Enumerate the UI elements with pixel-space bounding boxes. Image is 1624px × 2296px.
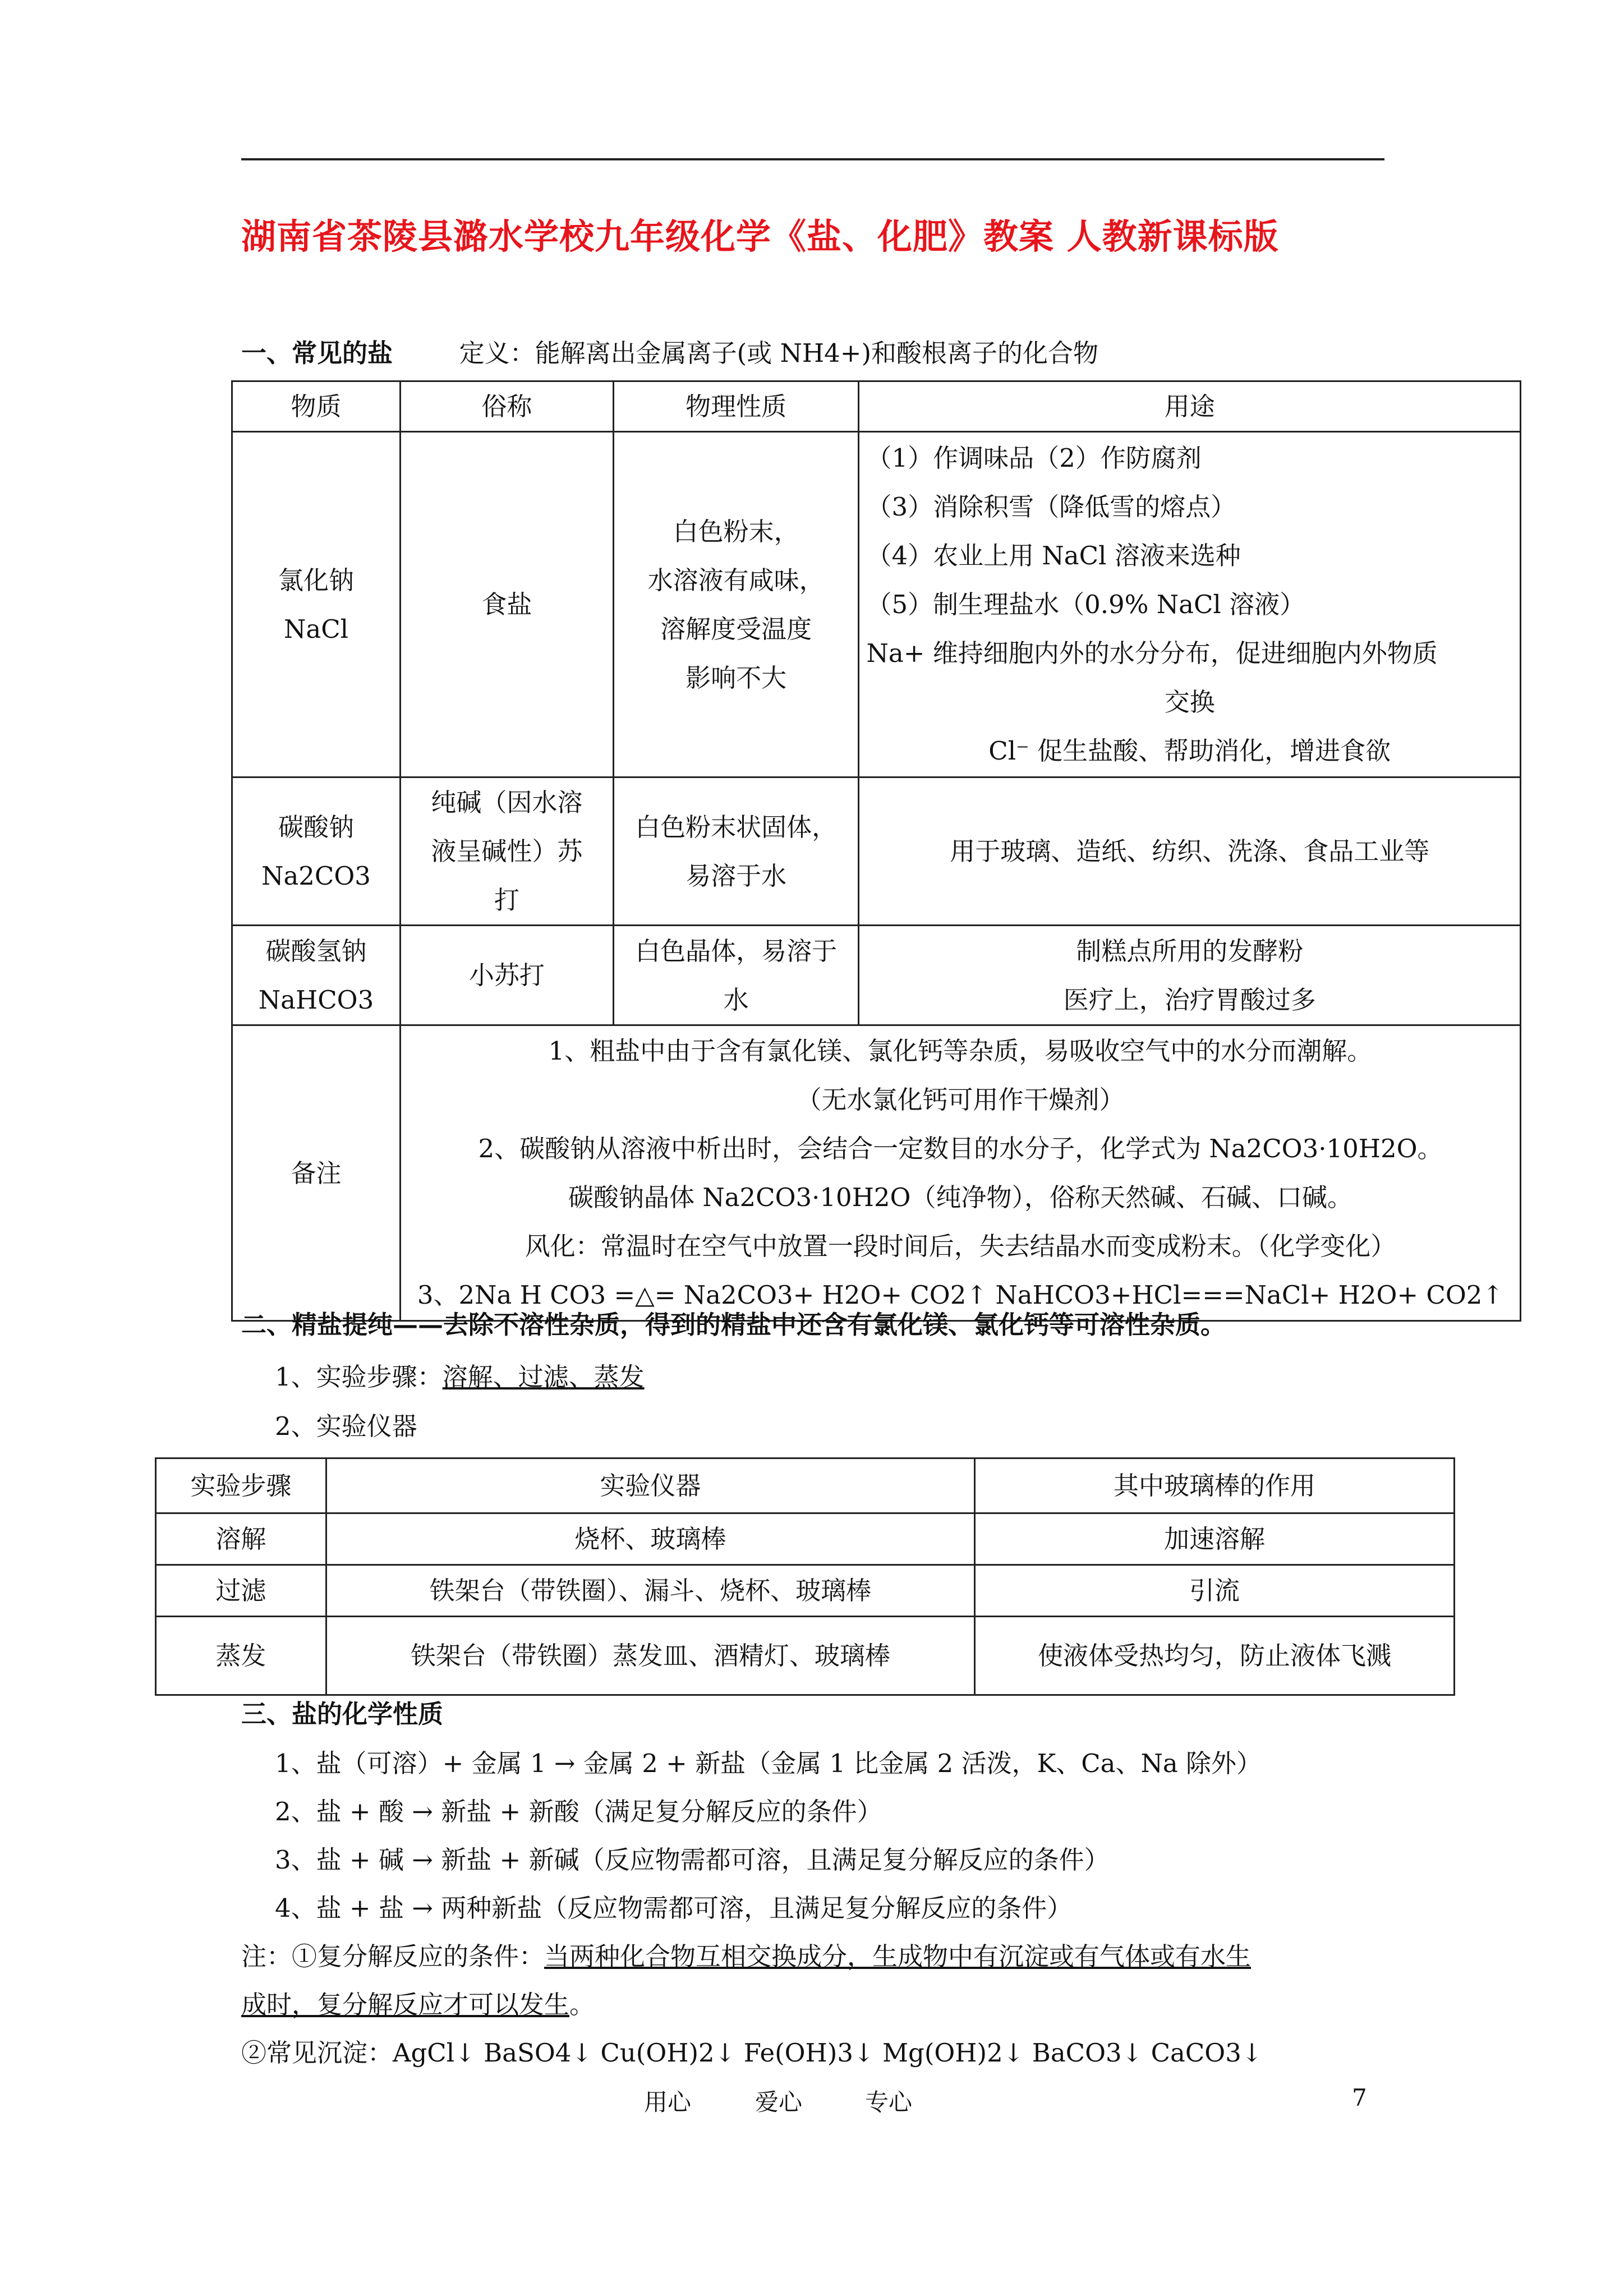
note1-prefix: 注：①复分解反应的条件： <box>241 1941 545 1971</box>
table-row-notes <box>232 1025 1521 1321</box>
note-line: （无水氯化钙可用作干燥剂） <box>796 1085 1125 1115</box>
table-row-nacl <box>232 432 1521 777</box>
note-line: 风化：常温时在空气中放置一段时间后，失去结晶水而变成粉末。（化学变化） <box>525 1231 1396 1261</box>
property-item: 4、盐 + 盐 → 两种新盐（反应物需都可溶，且满足复分解反应的条件） <box>275 1893 1073 1923</box>
property-item: 2、盐 + 酸 → 新盐 + 新酸（满足复分解反应的条件） <box>275 1797 882 1826</box>
instrument-cell: 铁架台（带铁圈）、漏斗、烧杯、玻璃棒 <box>326 1565 974 1617</box>
common-name-cell: 小苏打 <box>401 926 614 1025</box>
instrument-header-row <box>156 1458 1455 1513</box>
substance-cell <box>232 432 401 777</box>
physical-line: 易溶于水 <box>686 861 787 891</box>
note1-underlined: 成时，复分解反应才可以发生 <box>241 1990 570 2019</box>
section1-definition: 定义：能解离出金属离子(或 NH4+)和酸根离子的化合物 <box>459 338 1099 368</box>
property-item: 1、盐（可溶）+ 金属 1 → 金属 2 + 新盐（金属 1 比金属 2 活泼，K、Ca、Na 除外） <box>275 1749 1262 1778</box>
header-cell: 实验仪器 <box>326 1458 974 1513</box>
section1-heading: 一、常见的盐 <box>241 338 393 368</box>
uses-cell <box>859 432 1521 777</box>
footer-motto-1: 用心 <box>644 2088 692 2116</box>
instrument-cell: 铁架台（带铁圈）蒸发皿、酒精灯、玻璃棒 <box>326 1617 974 1695</box>
substance-name: 碳酸氢钠 <box>265 936 367 966</box>
note-line: 1、粗盐中由于含有氯化镁、氯化钙等杂质，易吸收空气中的水分而潮解。 <box>548 1036 1373 1066</box>
substance-formula: Na2CO3 <box>261 861 371 891</box>
header-cell: 物质 <box>232 381 401 432</box>
header-cell: 其中玻璃棒的作用 <box>975 1458 1455 1513</box>
header-rule <box>241 158 1384 160</box>
uses-cell <box>859 926 1521 1025</box>
use-line: （3）消除积雪（降低雪的熔点） <box>866 492 1236 522</box>
note2-line: ②常见沉淀：AgCl↓ BaSO4↓ Cu(OH)2↓ Fe(OH)3↓ Mg(OH)2↓ BaCO3↓ CaCO3↓ <box>241 2038 1263 2068</box>
note-label-cell: 备注 <box>232 1025 401 1321</box>
step-value: 溶解、过滤、蒸发 <box>442 1362 645 1392</box>
table-row-nahco3 <box>232 926 1521 1025</box>
note1-continuation <box>241 1988 595 2022</box>
substance-cell <box>232 777 401 926</box>
physical-cell <box>613 432 859 777</box>
role-cell: 使液体受热均匀，防止液体飞溅 <box>975 1617 1455 1695</box>
substance-formula: NaHCO3 <box>258 984 374 1015</box>
notes-cell <box>401 1025 1521 1321</box>
salts-table <box>231 380 1521 1322</box>
step-label: 1、实验步骤： <box>275 1362 443 1392</box>
use-line: （4）农业上用 NaCl 溶液来选种 <box>866 541 1241 570</box>
physical-line: 溶解度受温度 <box>660 614 812 644</box>
header-cell: 物理性质 <box>613 381 859 432</box>
footer-motto-2: 爱心 <box>755 2088 803 2116</box>
note1-line <box>241 1940 1251 1973</box>
note-line: 碳酸钠晶体 Na2CO3·10H2O（纯净物），俗称天然碱、石碱、口碱。 <box>568 1182 1352 1212</box>
section3-heading: 三、盐的化学性质 <box>241 1699 444 1729</box>
substance-name: 氯化钠 <box>278 565 354 595</box>
header-cell: 俗称 <box>401 381 614 432</box>
instrument-cell: 烧杯、玻璃棒 <box>326 1513 974 1565</box>
physical-cell <box>613 926 859 1025</box>
note1-underlined: 当两种化合物互相交换成分，生成物中有沉淀或有气体或有水生 <box>544 1941 1252 1971</box>
property-item: 3、盐 + 碱 → 新盐 + 新碱（反应物需都可溶，且满足复分解反应的条件） <box>275 1845 1110 1875</box>
table-row-na2co3 <box>232 777 1521 926</box>
section2-heading: 二、精盐提纯——去除不溶性杂质，得到的精盐中还含有氯化镁、氯化钙等可溶性杂质。 <box>241 1310 1226 1340</box>
physical-line: 白色粉末状固体， <box>635 812 838 842</box>
common-name-cell: 食盐 <box>401 432 614 777</box>
substance-formula: NaCl <box>283 614 349 644</box>
use-line: 医疗上，治疗胃酸过多 <box>1063 984 1316 1015</box>
note-line: 2、碳酸钠从溶液中析出时，会结合一定数目的水分子，化学式为 Na2CO3·10H2O。 <box>478 1134 1443 1163</box>
physical-line: 白色晶体，易溶于 <box>635 936 838 966</box>
uses-cell: 用于玻璃、造纸、纺织、洗涤、食品工业等 <box>859 777 1521 926</box>
role-cell: 引流 <box>975 1565 1455 1617</box>
step-cell: 过滤 <box>156 1565 326 1617</box>
section1-line <box>241 337 1098 370</box>
substance-name: 碳酸钠 <box>278 812 354 842</box>
header-cell: 用途 <box>859 381 1521 432</box>
footer-motto-3: 专心 <box>865 2088 913 2116</box>
step-cell: 溶解 <box>156 1513 326 1565</box>
note1-end: 。 <box>569 1990 595 2019</box>
table-row <box>156 1565 1455 1617</box>
use-line: 交换 <box>1164 687 1215 717</box>
role-cell: 加速溶解 <box>975 1513 1455 1565</box>
common-line: 液呈碱性）苏 <box>431 836 583 866</box>
use-line: Cl⁻ 促生盐酸、帮助消化，增进食欲 <box>988 736 1391 766</box>
common-name-cell <box>401 777 614 926</box>
use-line: 制糕点所用的发酵粉 <box>1076 936 1304 966</box>
page-number: 7 <box>1352 2084 1367 2111</box>
common-line: 纯碱（因水溶 <box>431 788 583 817</box>
use-line: （5）制生理盐水（0.9% NaCl 溶液） <box>866 590 1305 619</box>
physical-line: 水溶液有咸味， <box>647 565 825 595</box>
common-line: 打 <box>494 885 519 915</box>
physical-cell <box>613 777 859 926</box>
document-title: 湖南省茶陵县潞水学校九年级化学《盐、化肥》教案 人教新课标版 <box>241 216 1279 257</box>
physical-line: 影响不大 <box>686 662 787 693</box>
step-line <box>275 1360 645 1394</box>
physical-line: 水 <box>723 984 749 1015</box>
physical-line: 白色粉末， <box>673 516 799 546</box>
table-row <box>156 1513 1455 1565</box>
instrument-table <box>155 1457 1455 1696</box>
header-cell: 实验步骤 <box>156 1458 326 1513</box>
substance-cell <box>232 926 401 1025</box>
use-line: （1）作调味品（2）作防腐剂 <box>866 443 1202 473</box>
use-line: Na+ 维持细胞内外的水分分布，促进细胞内外物质 <box>866 638 1438 668</box>
note-line: 3、2Na H CO3 =△= Na2CO3+ H2O+ CO2↑ NaHCO3+HCl===NaCl+ H2O+ CO2↑ <box>417 1280 1504 1310</box>
instrument-label: 2、实验仪器 <box>275 1411 417 1441</box>
table-header-row <box>232 381 1521 432</box>
table-row <box>156 1617 1455 1695</box>
step-cell: 蒸发 <box>156 1617 326 1695</box>
